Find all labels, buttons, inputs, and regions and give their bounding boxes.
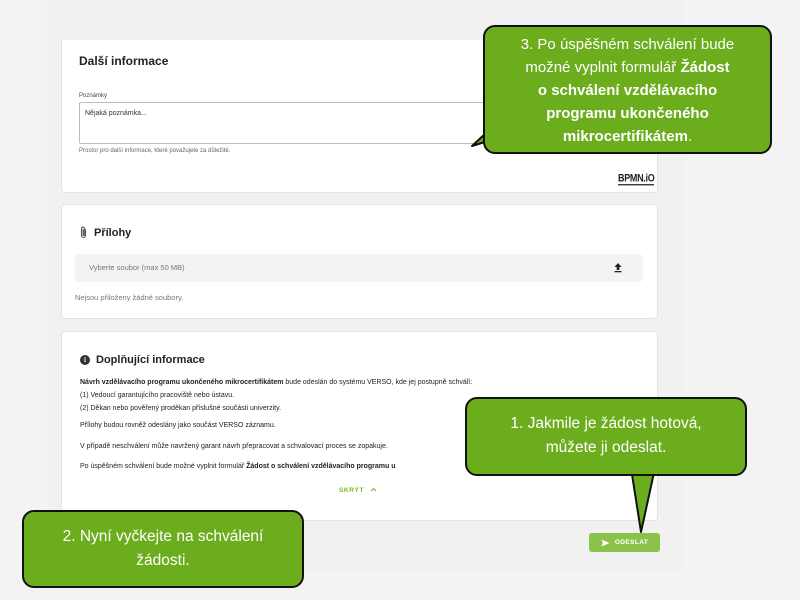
attachments-card xyxy=(61,204,658,319)
callout-3-line-3: o schválení vzdělávacího xyxy=(537,82,718,99)
callout-2-line-2: žádosti. xyxy=(136,552,190,569)
callout-3-line-2 xyxy=(493,56,762,79)
additional-info-title: Doplňující informace xyxy=(96,354,205,366)
callout-3-line-1: 3. Po úspěšném schválení bude xyxy=(520,36,735,53)
callout-3-line-5-bold: mikrocertifikátem xyxy=(562,128,688,145)
send-button-label: ODESLAT xyxy=(614,539,649,546)
info-line-1 xyxy=(80,379,472,386)
hide-info-link[interactable] xyxy=(339,487,377,494)
hide-info-label: SKRÝT xyxy=(339,487,365,494)
callout-2-line-1: 2. Nyní vyčkejte na schválení xyxy=(62,528,264,545)
callout-step-3 xyxy=(483,25,772,154)
callout-3-line-2-start: možné vyplnit formulář xyxy=(525,59,681,76)
callout-3-line-4: programu ukončeného xyxy=(546,105,709,122)
upload-icon[interactable] xyxy=(613,262,623,273)
info-line-1-rest: bude odeslán do systému VERSO, kde jej postupně schválí: xyxy=(283,379,473,386)
callout-3-line-2-bold: Žádost xyxy=(680,59,730,76)
callout-step-1 xyxy=(465,397,747,476)
callout-3-line-5-end: . xyxy=(687,128,693,145)
file-select-input[interactable] xyxy=(75,254,643,282)
callout-step-2 xyxy=(22,510,304,588)
info-line-5: V případě neschválení může navržený garant návrh přepracovat a schvalovací proces se zopakuje. xyxy=(80,443,388,450)
notes-field-label: Poznámky xyxy=(79,93,108,99)
info-line-3: (2) Děkan nebo pověřený proděkan příslušné součásti univerzity. xyxy=(80,405,282,412)
callout-1-tail xyxy=(625,466,665,536)
info-line-6-start: Po úspěšném schválení bude možné vyplnit formulář xyxy=(80,463,247,470)
file-select-placeholder: Vyberte soubor (max 50 MB) xyxy=(89,263,185,272)
info-line-4: Přílohy budou rovněž odeslány jako součást VERSO záznamu. xyxy=(80,422,276,429)
callout-1-line-2: můžete ji odeslat. xyxy=(545,439,667,456)
notes-textarea-value: Nějaká poznámka... xyxy=(85,110,147,117)
callout-3-line-5 xyxy=(493,125,762,148)
info-line-2: (1) Vedoucí garantujícího pracoviště nebo ústavu. xyxy=(80,392,235,399)
callout-1-line-1: 1. Jakmile je žádost hotová, xyxy=(510,415,702,432)
chevron-up-icon xyxy=(370,487,377,492)
info-line-6-bold: Žádost o schválení vzdělávacího programu u xyxy=(246,463,396,470)
additional-info-header xyxy=(80,354,205,366)
no-attachments-text: Nejsou přiloženy žádné soubory. xyxy=(75,293,184,302)
info-line-6 xyxy=(80,463,396,470)
attachments-title: Přílohy xyxy=(94,226,132,239)
info-icon: i xyxy=(80,355,90,365)
attachments-header xyxy=(79,226,131,239)
paperclip-icon xyxy=(79,226,88,239)
info-line-1-bold: Návrh vzdělávacího programu ukončeného mikrocertifikátem xyxy=(80,379,284,386)
send-icon xyxy=(601,539,610,547)
notes-section-title: Další informace xyxy=(79,54,169,68)
notes-helper-text: Prostor pro další informace, které považujete za důležité. xyxy=(79,148,231,154)
notes-textarea[interactable] xyxy=(79,102,519,144)
bpmn-logo[interactable]: BPMN.iO xyxy=(618,171,655,185)
